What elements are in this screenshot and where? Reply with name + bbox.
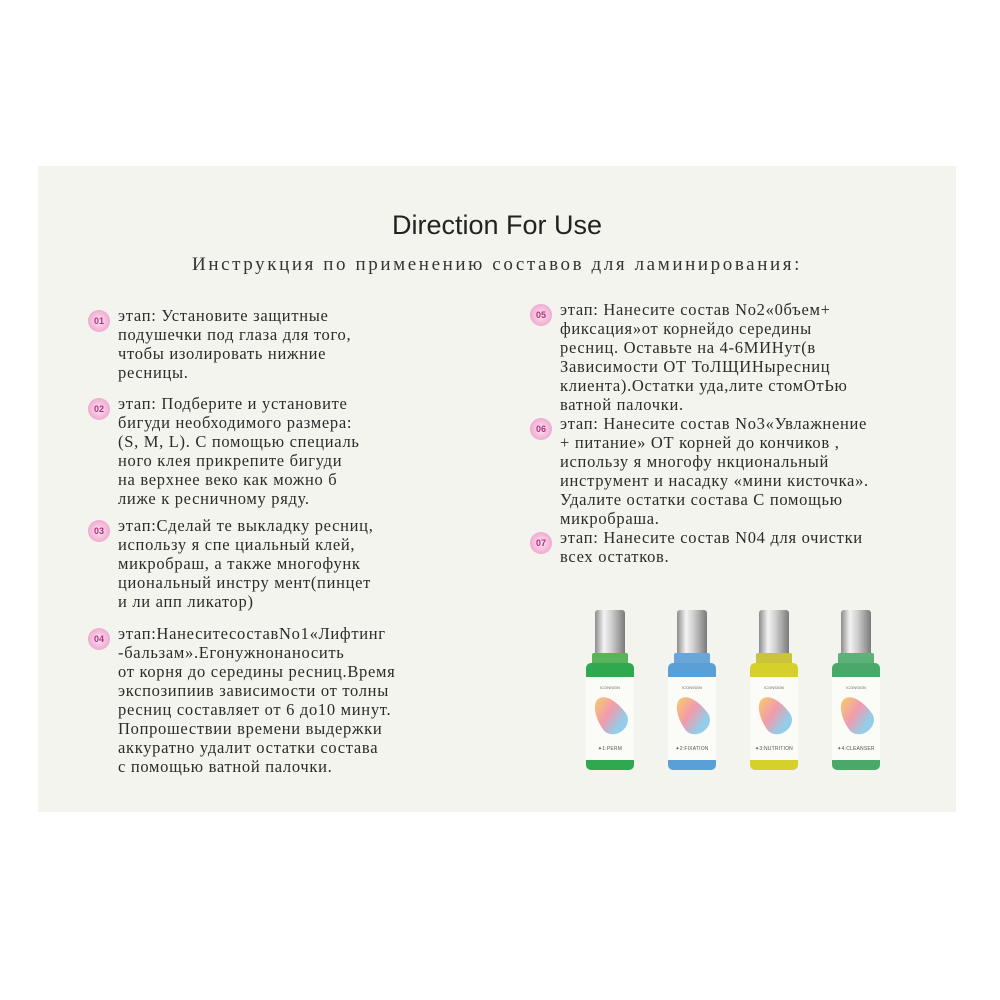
bottle-label xyxy=(668,677,716,760)
bottle-body xyxy=(832,663,880,770)
bottle-cleanser xyxy=(829,610,883,770)
bottle-brand: ICONSIGN xyxy=(600,685,620,690)
step-number-badge: 01 xyxy=(88,310,110,332)
bottle-label xyxy=(750,677,798,760)
bottle-body xyxy=(750,663,798,770)
bottle-brand: ICONSIGN xyxy=(682,685,702,690)
step-text: этап: Нанесите состав No2«0бъем+ фиксация»от корнейдо середины ресниц. Оставьте на 4-6МИНут(в Зависимости ОТ ТоЛЩИНыресниц клиента).Остатки уда,лите стомОтЬю ватной палочки. xyxy=(560,300,848,414)
step-3 xyxy=(88,516,374,611)
step-1 xyxy=(88,306,351,382)
bottle-cap xyxy=(677,610,707,654)
bottle-name: ✦3:NUTRITION xyxy=(755,746,793,752)
bottle-cap xyxy=(759,610,789,654)
bottle-label xyxy=(832,677,880,760)
step-text: этап: Установите защитные подушечки под глаза для того, чтобы изолировать нижние ресницы. xyxy=(118,306,352,382)
bottle-brand: ICONSIGN xyxy=(764,685,784,690)
step-5 xyxy=(530,300,848,414)
step-number-badge: 06 xyxy=(530,418,552,440)
step-7 xyxy=(530,528,863,566)
feather-logo-icon xyxy=(669,691,715,740)
step-number-badge: 05 xyxy=(530,304,552,326)
bottle-name: ✦4:CLEANSER xyxy=(837,746,875,752)
bottle-cap xyxy=(595,610,625,654)
feather-logo-icon xyxy=(587,691,633,740)
step-number-badge: 07 xyxy=(530,532,552,554)
bottle-label xyxy=(586,677,634,760)
feather-logo-icon xyxy=(833,691,879,740)
bottle-body xyxy=(668,663,716,770)
feather-logo-icon xyxy=(751,691,797,740)
bottle-body xyxy=(586,663,634,770)
step-4 xyxy=(88,624,395,776)
instruction-card xyxy=(38,166,956,812)
step-number-badge: 03 xyxy=(88,520,110,542)
product-bottles xyxy=(583,610,903,770)
step-6 xyxy=(530,414,869,528)
bottle-perm xyxy=(583,610,637,770)
bottle-nutrition xyxy=(747,610,801,770)
step-text: этап:НанеситесоставNo1«Лифтинг -бальзам».Егонужнонаносить от корня до середины ресниц.Время экспозипиив зависимости от толны ресниц составляет от 6 до10 минут. Попрошествии времени выдержки аккуратно удалит остатки состава с помощью ватной палочки. xyxy=(118,624,396,776)
bottle-fixation xyxy=(665,610,719,770)
step-text: этап:Сделай те выкладку ресниц, использу я спе циальный клей, микробраш, а также многофунк циональный инстру мент(пинцет и ли апп ликатор) xyxy=(118,516,374,611)
step-text: этап: Нанесите состав N04 для очистки всех остатков. xyxy=(560,528,863,566)
bottle-brand: ICONSIGN xyxy=(846,685,866,690)
page-title: Direction For Use xyxy=(391,210,603,240)
bottle-cap xyxy=(841,610,871,654)
bottle-name: ✦2:FIXATION xyxy=(675,746,709,752)
bottle-name: ✦1:PERM xyxy=(597,746,623,752)
page-subtitle: Инструкция по применению составов для ламинирования: xyxy=(192,254,802,275)
step-2 xyxy=(88,394,360,508)
step-number-badge: 04 xyxy=(88,628,110,650)
step-text: этап: Нанесите состав No3«Увлажнение + питание» ОТ корней до кончиков , использу я многофу нкциональный инструмент и насадку «мини кисточка». Удалите остатки состава С помощью микробраша. xyxy=(560,414,869,528)
step-text: этап: Подберите и установите бигуди необходимого размера: (S, M, L). С помощью специаль ного клея прикрепите бигуди на верхнее веко как можно б лиже к ресничному ряду. xyxy=(118,394,360,508)
step-number-badge: 02 xyxy=(88,398,110,420)
